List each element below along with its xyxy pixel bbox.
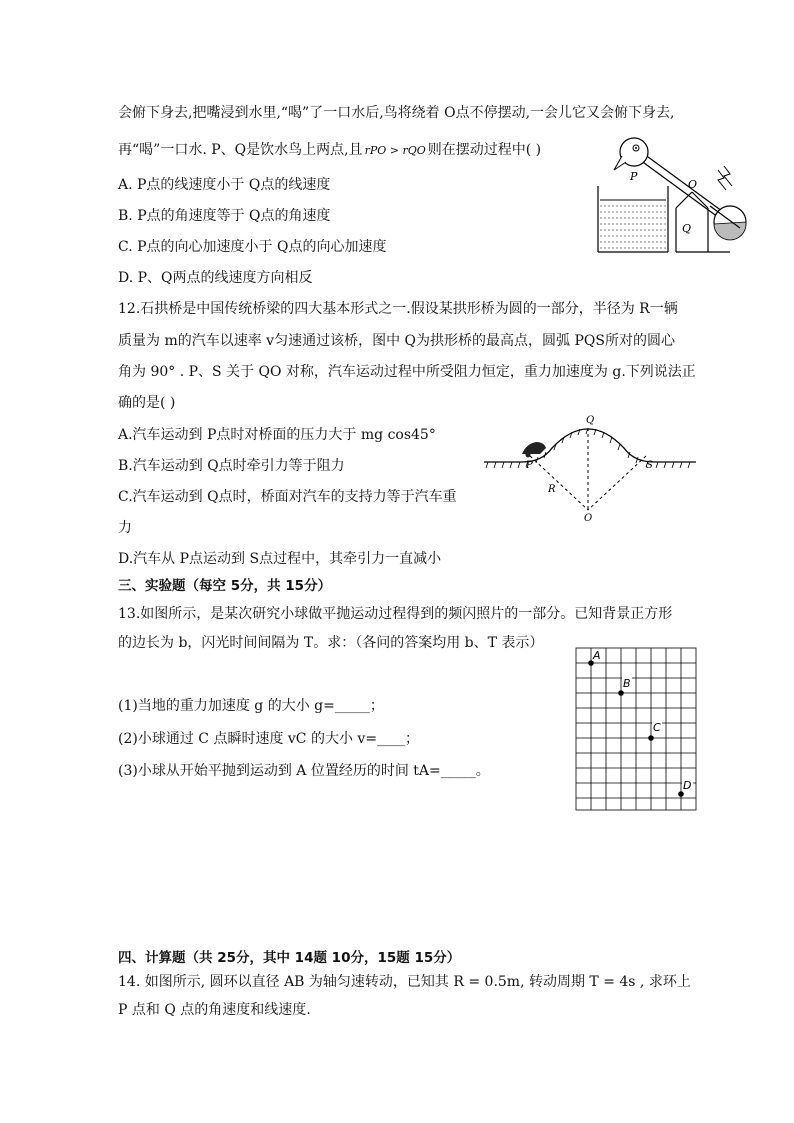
q14-line2: P 点和 Q 点的角速度和线速度. bbox=[118, 1002, 311, 1018]
q12-line2: 质量为 m的汽车以速率 v匀速通过该桥，图中 Q为拱形桥的最高点，圆弧 PQS所对的圆心 bbox=[118, 333, 675, 349]
bridge-radius-lines bbox=[530, 428, 646, 510]
q13-sub2: (2)小球通过 C 点瞬时速度 vC 的大小 v=____； bbox=[118, 731, 420, 747]
bridge-label-p: P bbox=[526, 460, 533, 471]
bridge-deck bbox=[484, 428, 696, 468]
car-icon bbox=[522, 442, 546, 454]
q14-line1: 14. 如图所示, 圆环以直径 AB 为轴匀速转动，已知其 R = 0.5m, 转动周期 T = 4s , 求环上 bbox=[118, 974, 691, 990]
point-b bbox=[618, 690, 624, 696]
car-wheel-icon bbox=[526, 453, 531, 458]
q11-line2 bbox=[118, 140, 541, 161]
q11-line2-b: 则在摆动过程中( ) bbox=[427, 142, 542, 158]
q11-option-a: A. P点的线速度小于 Q点的线速度 bbox=[118, 177, 331, 193]
section4-heading: 四、计算题（共 25分，其中 14题 10分，15题 15分） bbox=[118, 950, 461, 966]
q12-option-d: D.汽车从 P点运动到 S点过程中，其牵引力一直减小 bbox=[118, 551, 442, 567]
q11-option-b: B. P点的角速度等于 Q点的角速度 bbox=[118, 208, 331, 224]
grid-label-d: D bbox=[683, 779, 692, 792]
point-c bbox=[648, 735, 654, 741]
q12-line1: 12.石拱桥是中国传统桥梁的四大基本形式之一.假设某拱形桥为圆的一部分，半径为 R一辆 bbox=[118, 301, 678, 317]
q12-option-b: B.汽车运动到 Q点时牵引力等于阻力 bbox=[118, 458, 345, 474]
q12-line3: 角为 90° . P、S 关于 QO 对称，汽车运动过程中所受阻力恒定，重力加速度为 g.下列说法正 bbox=[118, 364, 696, 380]
q13-line2: 的边长为 b，闪光时间间隔为 T。求：（各问的答案均用 b、T 表示） bbox=[118, 635, 544, 651]
bird-label-p: P bbox=[630, 170, 638, 183]
point-d bbox=[678, 791, 684, 797]
q11-line2-a: 再“喝”一口水. P、Q是饮水鸟上两点,且 bbox=[118, 142, 363, 158]
q13-line1: 13.如图所示，是某次研究小球做平抛运动过程得到的频闪照片的一部分。已知背景正方形 bbox=[118, 606, 673, 622]
bird-label-q: Q bbox=[682, 222, 692, 235]
bridge-label-o: O bbox=[584, 513, 593, 522]
grid-label-a: A bbox=[593, 649, 601, 662]
q13-sub3: (3)小球从开始平抛到运动到 A 位置经历的时间 tA=_____。 bbox=[118, 763, 490, 779]
q12-line4: 确的是( ) bbox=[118, 395, 176, 411]
bridge-label-r: R bbox=[548, 484, 556, 495]
q11-option-d: D. P、Q两点的线速度方向相反 bbox=[118, 270, 313, 286]
grid-label-c: C bbox=[653, 721, 661, 734]
q11-line2-math: rPO > rQO bbox=[364, 144, 426, 157]
q12-option-c2: 力 bbox=[118, 520, 132, 536]
arch-bridge-figure bbox=[482, 410, 698, 522]
q13-sub1: (1)当地的重力加速度 g 的大小 g=_____； bbox=[118, 698, 384, 714]
q12-option-c1: C.汽车运动到 Q点时，桥面对汽车的支持力等于汽车重 bbox=[118, 489, 457, 505]
bird-body bbox=[614, 138, 746, 240]
flash-photo-grid bbox=[574, 646, 698, 812]
drinking-bird-figure bbox=[590, 130, 760, 258]
water-container bbox=[598, 186, 668, 252]
bird-label-o: O bbox=[688, 178, 698, 191]
section3-heading: 三、实验题（每空 5分，共 15分） bbox=[118, 578, 332, 594]
q12-option-a: A.汽车运动到 P点时对桥面的压力大于 mg cos45° bbox=[118, 427, 436, 443]
grid-label-b: B bbox=[623, 677, 631, 690]
bridge-label-q: Q bbox=[586, 415, 595, 426]
bridge-label-s: S bbox=[646, 460, 653, 471]
q11-line1: 会俯下身去,把嘴浸到水里,“喝”了一口水后,鸟将绕着 O点不停摆动,一会儿它又会俯下身去, bbox=[118, 105, 675, 121]
q11-option-c: C. P点的向心加速度小于 Q点的向心加速度 bbox=[118, 239, 387, 255]
